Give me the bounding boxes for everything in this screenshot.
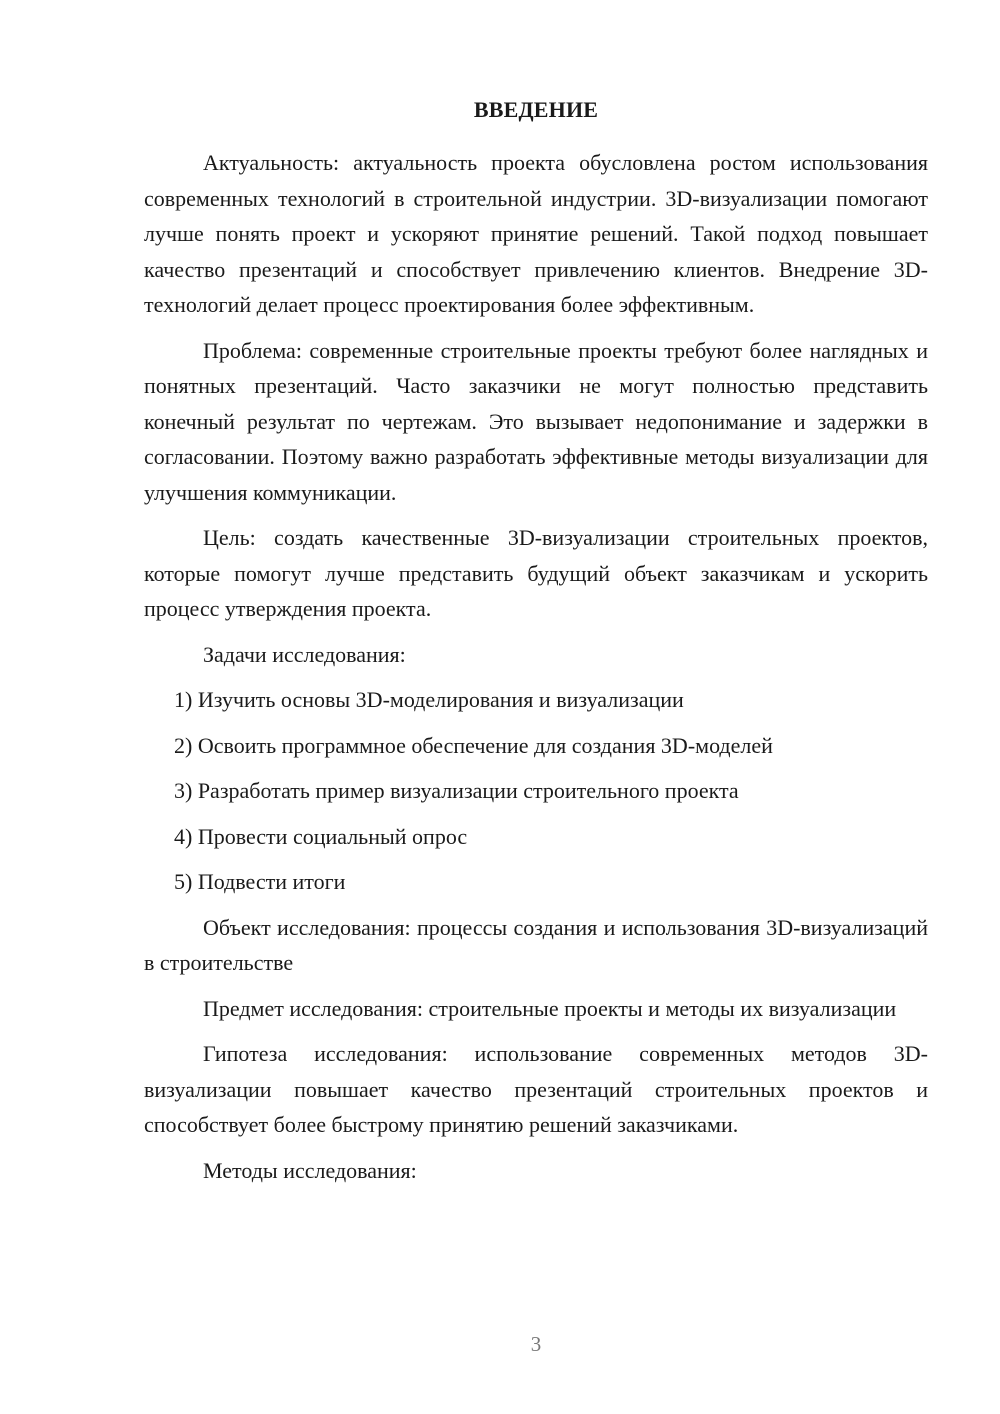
- list-item: 1) Изучить основы 3D-моделирования и визуализации: [174, 687, 684, 712]
- tasks-heading: Задачи исследования:: [203, 641, 406, 667]
- task-list: [144, 682, 928, 900]
- paragraph-object: Объект исследования: процессы создания и использования 3D-визуализаций в строительстве: [144, 914, 928, 975]
- methods-heading: Методы исследования:: [203, 1157, 417, 1183]
- list-item: 3) Разработать пример визуализации строительного проекта: [174, 778, 739, 803]
- paragraph-problem: Проблема: современные строительные проекты требуют более наглядных и понятных презентаций. Часто заказчики не могут полностью представить конечный результат по чертежам. Это вызывает недопонимание и задержки в согласовании. Поэтому важно разработать эффективные методы визуализации для улучшения коммуникации.: [144, 337, 928, 505]
- list-item: 2) Освоить программное обеспечение для создания 3D-моделей: [174, 732, 773, 758]
- section-title: ВВЕДЕНИЕ: [473, 97, 599, 122]
- paragraph-goal: Цель: создать качественные 3D-визуализации строительных проектов, которые помогут лучше представить будущий объект заказчикам и ускорить процесс утверждения проекта.: [144, 525, 928, 621]
- page-number: 3: [530, 1332, 542, 1356]
- document-page: [144, 92, 928, 1198]
- paragraph-relevance: Актуальность: актуальность проекта обусловлена ростом использования современных технологий в строительной индустрии. 3D-визуализации помогают лучше понять проект и ускоряют принятие решений. Такой подход повышает качество презентаций и способствует привлечению клиентов. Внедрение 3D-технологий делает процесс проектирования более эффективным.: [144, 150, 928, 317]
- list-item: 5) Подвести итоги: [174, 869, 346, 894]
- list-item: 4) Провести социальный опрос: [174, 823, 468, 849]
- paragraph-hypothesis: Гипотеза исследования: использование современных методов 3D-визуализации повышает качество презентаций строительных проектов и способствует более быстрому принятию решений заказчиками.: [144, 1041, 928, 1137]
- paragraph-subject: Предмет исследования: строительные проекты и методы их визуализации: [203, 995, 897, 1021]
